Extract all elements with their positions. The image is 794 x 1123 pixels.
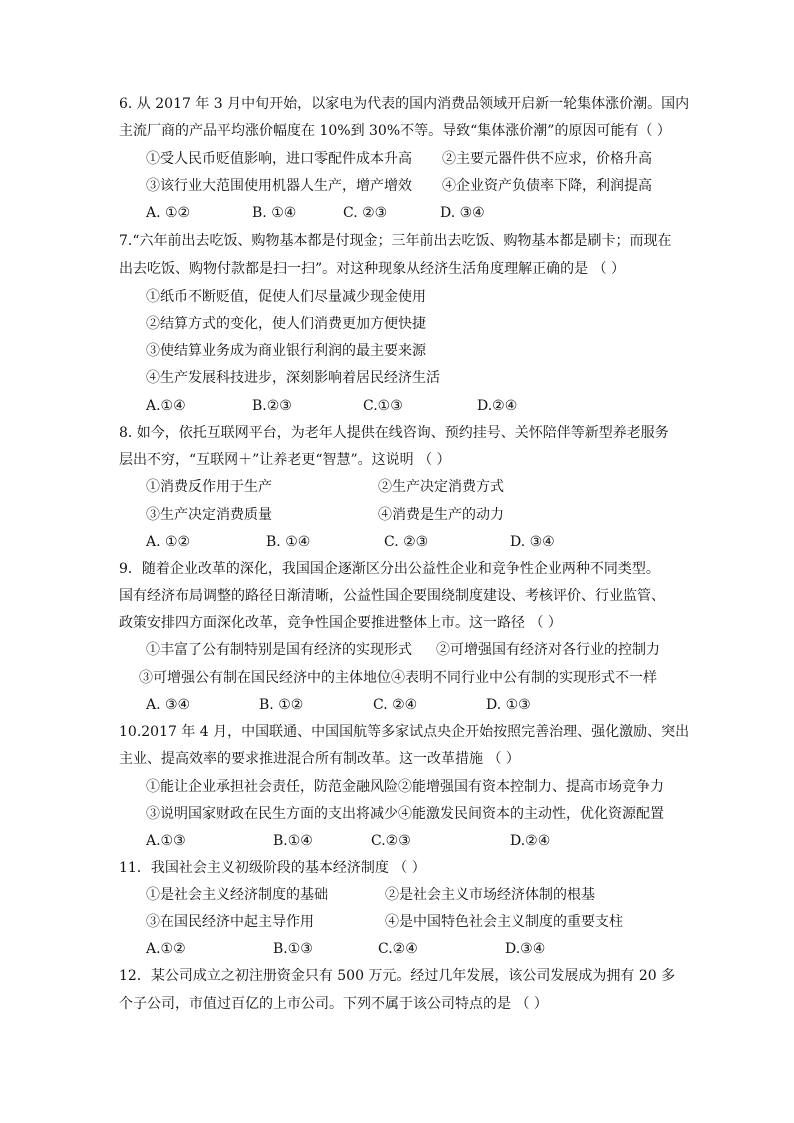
q8-stem-line-2: 层出不穷，“互联网＋”让养老更“智慧”。这说明 （ ） bbox=[119, 452, 451, 468]
q7-choice-d[interactable]: D.②④ bbox=[477, 398, 518, 414]
q11-statement-2: ②是社会主义市场经济体制的根基 bbox=[385, 887, 595, 903]
q8-choice-d[interactable]: D. ③④ bbox=[510, 534, 555, 550]
q10-statement-3-4: ③说明国家财政在民生方面的支出将减少④能激发民间资本的主动性，优化资源配置 bbox=[146, 806, 664, 822]
q8-choice-b[interactable]: B. ①④ bbox=[266, 534, 311, 550]
q7-choice-c[interactable]: C.①③ bbox=[363, 398, 403, 414]
q9-statement-2: ②可增强国有经济对各行业的控制力 bbox=[436, 642, 660, 658]
q10-stem-line-1: 10.2017 年 4 月，中国联通、中国国航等多家试点央企开始按照完善治理、强化激励、突出 bbox=[119, 724, 690, 740]
q11-choice-c[interactable]: C.②④ bbox=[378, 941, 418, 957]
q8-statement-3: ③生产决定消费质量 bbox=[146, 507, 272, 523]
q6-choice-c[interactable]: C. ②③ bbox=[343, 205, 388, 221]
q8-choice-a[interactable]: A. ①② bbox=[146, 534, 191, 550]
q9-choice-c[interactable]: C. ②④ bbox=[373, 697, 418, 713]
q9-choice-d[interactable]: D. ①③ bbox=[486, 697, 531, 713]
q6-choice-d[interactable]: D. ③④ bbox=[440, 205, 485, 221]
q12-stem-line-1: 12．某公司成立之初注册资金只有 500 万元。经过几年发展，该公司发展成为拥有 20 多 bbox=[119, 968, 676, 984]
q10-choice-b[interactable]: B.①④ bbox=[273, 833, 313, 849]
q7-statement-1: ①纸币不断贬值，促使人们尽量减少现金使用 bbox=[146, 289, 426, 305]
q11-statement-4: ④是中国特色社会主义制度的重要支柱 bbox=[385, 914, 623, 930]
q8-statement-1: ①消费反作用于生产 bbox=[146, 479, 272, 495]
q11-choice-a[interactable]: A.①② bbox=[146, 941, 186, 957]
q9-stem-line-1: 9．随着企业改革的深化，我国国企逐渐区分出公益性企业和竞争性企业两种不同类型。 bbox=[119, 561, 660, 577]
q7-statement-2: ②结算方式的变化，使人们消费更加方便快捷 bbox=[146, 316, 426, 332]
q6-stem-line-2: 主流厂商的产品平均涨价幅度在 10%到 30%不等。导致“集体涨价潮”的原因可能有（ ） bbox=[119, 123, 671, 139]
q7-choice-b[interactable]: B.②③ bbox=[252, 398, 292, 414]
q11-statement-3: ③在国民经济中起主导作用 bbox=[146, 914, 314, 930]
q8-stem-line-1: 8. 如今，依托互联网平台，为老年人提供在线咨询、预约挂号、关怀陪伴等新型养老服务 bbox=[119, 425, 669, 441]
q7-statement-3: ③使结算业务成为商业银行利润的最主要来源 bbox=[146, 343, 426, 359]
q9-stem-line-3: 政策安排四方面深化改革，竞争性国企要推进整体上市。这一路径 （ ） bbox=[119, 615, 562, 631]
q10-choice-a[interactable]: A.①③ bbox=[146, 833, 186, 849]
q10-choice-d[interactable]: D.②④ bbox=[510, 833, 551, 849]
q10-statement-1-2: ①能让企业承担社会责任，防范金融风险②能增强国有资本控制力、提高市场竞争力 bbox=[146, 779, 664, 795]
q7-choice-a[interactable]: A.①④ bbox=[146, 398, 186, 414]
q11-choice-b[interactable]: B.①③ bbox=[273, 941, 313, 957]
q8-choice-c[interactable]: C. ②③ bbox=[384, 534, 429, 550]
q9-choice-b[interactable]: B. ①② bbox=[259, 697, 304, 713]
q9-stem-line-2: 国有经济布局调整的路径日渐清晰，公益性国企要围绕制度建设、考核评价、行业监管、 bbox=[119, 588, 665, 604]
q9-statement-1: ①丰富了公有制特别是国有经济的实现形式 bbox=[146, 642, 412, 658]
q8-statement-4: ④消费是生产的动力 bbox=[378, 507, 504, 523]
q12-stem-line-2: 个子公司，市值过百亿的上市公司。下列不属于该公司特点的是 （ ） bbox=[119, 996, 548, 1012]
q7-statement-4: ④生产发展科技进步，深刻影响着居民经济生活 bbox=[146, 370, 440, 386]
q10-stem-line-2: 主业、提高效率的要求推进混合所有制改革。这一改革措施 （ ） bbox=[119, 751, 520, 767]
q6-statement-4: ④企业资产负债率下降，利润提高 bbox=[442, 178, 652, 194]
q9-choice-a[interactable]: A. ③④ bbox=[146, 697, 191, 713]
q11-statement-1: ①是社会主义经济制度的基础 bbox=[146, 887, 328, 903]
q7-stem-line-1: 7.“六年前出去吃饭、购物基本都是付现金；三年前出去吃饭、购物基本都是刷卡；而现在 bbox=[119, 233, 672, 249]
q6-statement-2: ②主要元器件供不应求，价格升高 bbox=[442, 151, 652, 167]
q6-statement-3: ③该行业大范围使用机器人生产，增产增效 bbox=[146, 178, 412, 194]
q8-statement-2: ②生产决定消费方式 bbox=[378, 479, 504, 495]
q11-choice-d[interactable]: D.③④ bbox=[505, 941, 546, 957]
q11-stem-line-1: 11．我国社会主义初级阶段的基本经济制度 （ ） bbox=[119, 860, 426, 876]
q6-stem-line-1: 6. 从 2017 年 3 月中旬开始，以家电为代表的国内消费品领域开启新一轮集体涨价潮。国内 bbox=[119, 96, 690, 112]
q6-statement-1: ①受人民币贬值影响，进口零配件成本升高 bbox=[146, 151, 412, 167]
q9-statement-3-4: ③可增强公有制在国民经济中的主体地位④表明不同行业中公有制的实现形式不一样 bbox=[139, 670, 657, 686]
q10-choice-c[interactable]: C.②③ bbox=[371, 833, 411, 849]
q7-stem-line-2: 出去吃饭、购物付款都是扫一扫”。对这种现象从经济生活角度理解正确的是 （ ） bbox=[119, 261, 626, 277]
q6-choice-b[interactable]: B. ①④ bbox=[252, 205, 297, 221]
q6-choice-a[interactable]: A. ①② bbox=[146, 205, 191, 221]
